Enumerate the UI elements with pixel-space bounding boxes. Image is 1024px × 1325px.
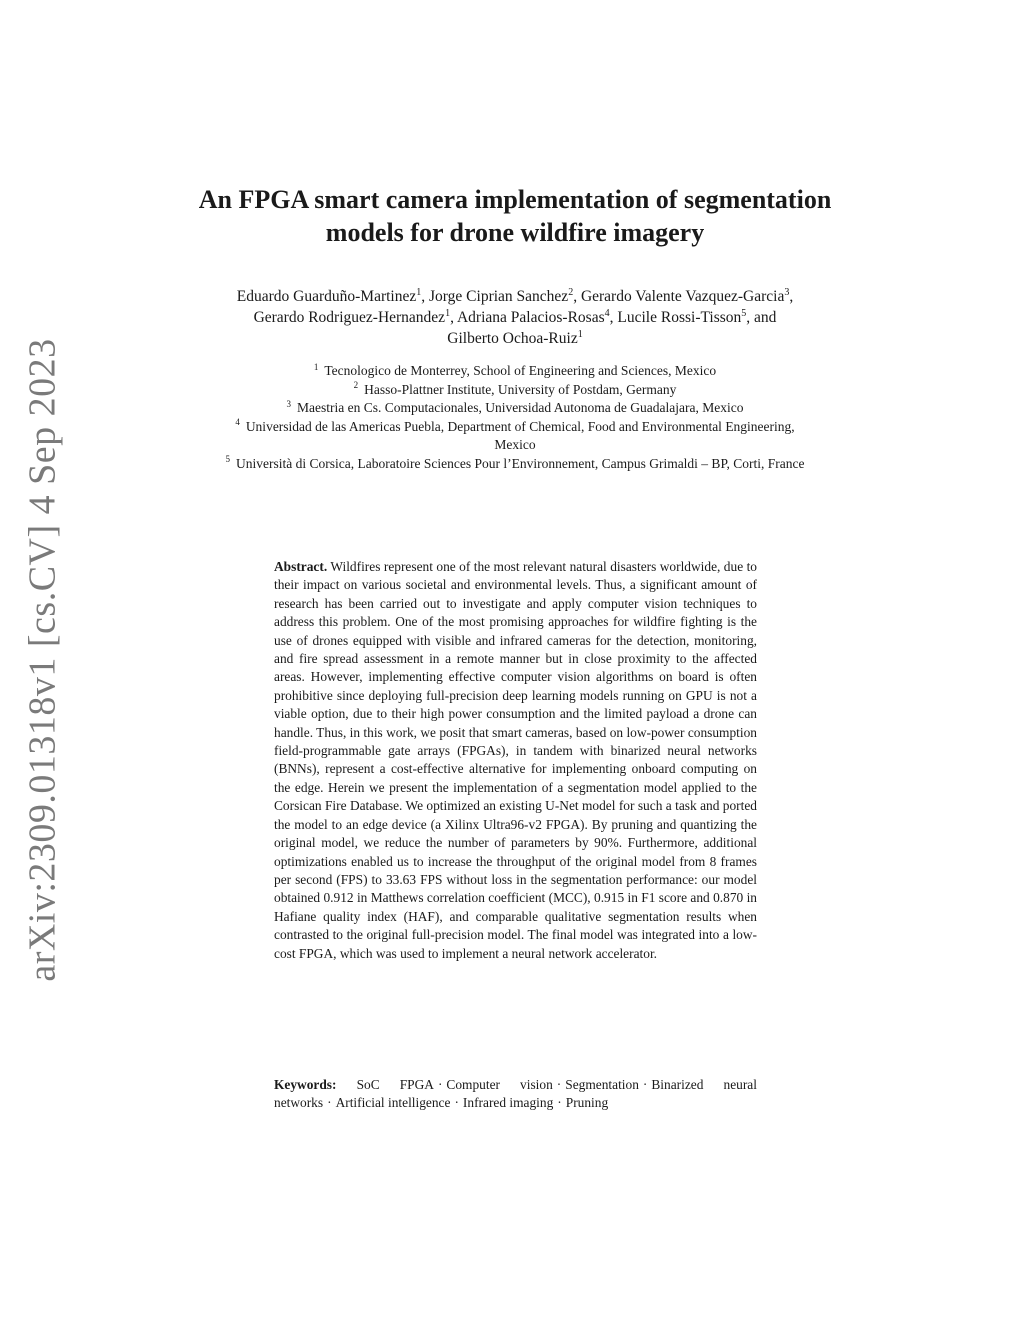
affiliation-number: 2: [353, 380, 359, 390]
keywords: [274, 1076, 757, 1113]
author-name: [447, 330, 582, 347]
paper-title: An FPGA smart camera implementation of segmentation models for drone wildfire imagery: [198, 185, 832, 247]
abstract-label: Abstract.: [274, 559, 328, 574]
affiliation-number: 4: [235, 417, 240, 427]
keywords-label: Keywords:: [274, 1077, 337, 1092]
keyword-separator: ·: [642, 1077, 648, 1092]
author-name-text: Adriana Palacios-Rosas: [456, 309, 605, 326]
affiliation-text: Universidad de las Americas Puebla, Department of Chemical, Food and Environmental Engineering, Mexico: [245, 418, 795, 452]
affiliation-number: 1: [313, 361, 319, 372]
affiliation-text: Università di Corsica, Laboratoire Sciences Pour l’Environnement, Campus Grimaldi – BP, Corti, France: [236, 455, 805, 471]
author-name: [617, 309, 746, 326]
keyword-item: Artificial intelligence: [335, 1095, 451, 1111]
author-affiliation-mark: 3: [784, 286, 790, 298]
affiliation-list: [215, 362, 815, 473]
author-name-text: Jorge Ciprian Sanchez: [429, 288, 569, 305]
keyword-item: SoC FPGA: [356, 1077, 434, 1092]
author-name: [457, 309, 610, 326]
author-separator: ,: [609, 309, 618, 326]
affiliation-number: 3: [286, 398, 291, 409]
author-name: [237, 288, 421, 305]
author-affiliation-mark: 2: [568, 286, 574, 298]
author-separator: ,: [450, 309, 457, 326]
affiliation-number: 5: [225, 454, 231, 464]
keyword-separator: ·: [557, 1095, 562, 1111]
author-affiliation-mark: 4: [604, 307, 610, 319]
author-separator: ,: [789, 288, 794, 305]
author-name: [429, 288, 573, 305]
affiliation-item: [215, 399, 815, 418]
keyword-item: Segmentation: [565, 1077, 639, 1092]
affiliation-item: [215, 455, 815, 474]
keyword-separator: ·: [454, 1095, 459, 1111]
keyword-item: Computer vision: [446, 1077, 553, 1092]
affiliation-item: [215, 381, 815, 400]
author-name-text: Eduardo Guarduño-Martinez: [236, 288, 417, 305]
keyword-separator: ·: [327, 1095, 332, 1111]
keyword-item: Infrared imaging: [462, 1095, 554, 1111]
author-affiliation-mark: 1: [416, 286, 422, 298]
author-name-text: Gerardo Rodriguez-Hernandez: [253, 309, 446, 326]
author-name-text: Gerardo Valente Vazquez-Garcia: [580, 288, 785, 305]
keyword-separator: ·: [556, 1077, 562, 1092]
author-name: [254, 309, 451, 326]
author-name-text: Lucile Rossi-Tisson: [617, 309, 742, 326]
arxiv-id-text: arXiv:2309.01318v1 [cs.CV] 4 Sep 2023: [22, 338, 64, 982]
affiliation-item: [215, 418, 815, 455]
author-name: [581, 288, 789, 305]
author-name-text: Gilberto Ochoa-Ruiz: [447, 330, 578, 347]
keyword-item: Binarized neural networks: [274, 1077, 757, 1111]
affiliation-text: Tecnologico de Monterrey, School of Engineering and Sciences, Mexico: [324, 363, 717, 378]
author-affiliation-mark: 5: [741, 307, 747, 319]
author-separator: ,: [573, 288, 581, 305]
abstract: [274, 558, 757, 963]
keyword-item: Pruning: [565, 1095, 609, 1111]
abstract-text: Wildfires represent one of the most relevant natural disasters worldwide, due to their impact on various societal and environmental levels. Thus, a significant amount of research has been carried out to investigate and apply computer vision techniques to address this problem. One of the most promising approaches for wildfire fighting is the use of drones equipped with visible and infrared cameras for the detection, monitoring, and fire spread assessment in a remote manner but in close proximity to the affected areas. However, implementing effective computer vision algorithms on board is often prohibitive since deploying full-precision deep learning models running on GPU is not a viable option, due to their high power consumption and the limited payload a drone can handle. Thus, in this work, we posit that smart cameras, based on low-power consumption field-programmable gate arrays (FPGAs), in tandem with binarized neural networks (BNNs), represent a cost-effective alternative for implementing onboard computing on the edge. Herein we present the implementation of a segmentation model applied to the Corsican Fire Database. We optimized an existing U-Net model for such a task and ported the model to an edge device (a Xilinx Ultra96-v2 FPGA). By pruning and quantizing the original model, we reduce the number of parameters by 90%. Furthermore, additional optimizations enabled us to increase the throughput of the original model from 8 frames per second (FPS) to 33.63 FPS without loss in the segmentation performance: our model obtained 0.912 in Matthews correlation coefficient (MCC), 0.915 in F1 score and 0.870 in Hafiane quality index (HAF), and comparable qualitative segmentation results when contrasted to the original full-precision model. The final model was integrated into a low-cost FPGA, which was used to implement a neural network accelerator.: [274, 559, 757, 961]
author-separator: , and: [746, 309, 777, 326]
arxiv-sidebar-identifier: [18, 338, 68, 982]
affiliation-text: Maestria en Cs. Computacionales, Universidad Autonoma de Guadalajara, Mexico: [296, 400, 744, 415]
keyword-separator: ·: [437, 1077, 443, 1092]
affiliation-item: [215, 362, 815, 381]
author-separator: ,: [421, 288, 429, 305]
affiliation-text: Hasso-Plattner Institute, University of Postdam, Germany: [364, 381, 677, 397]
author-affiliation-mark: 1: [445, 307, 451, 319]
author-affiliation-mark: 1: [577, 328, 583, 340]
author-list: [200, 286, 830, 349]
